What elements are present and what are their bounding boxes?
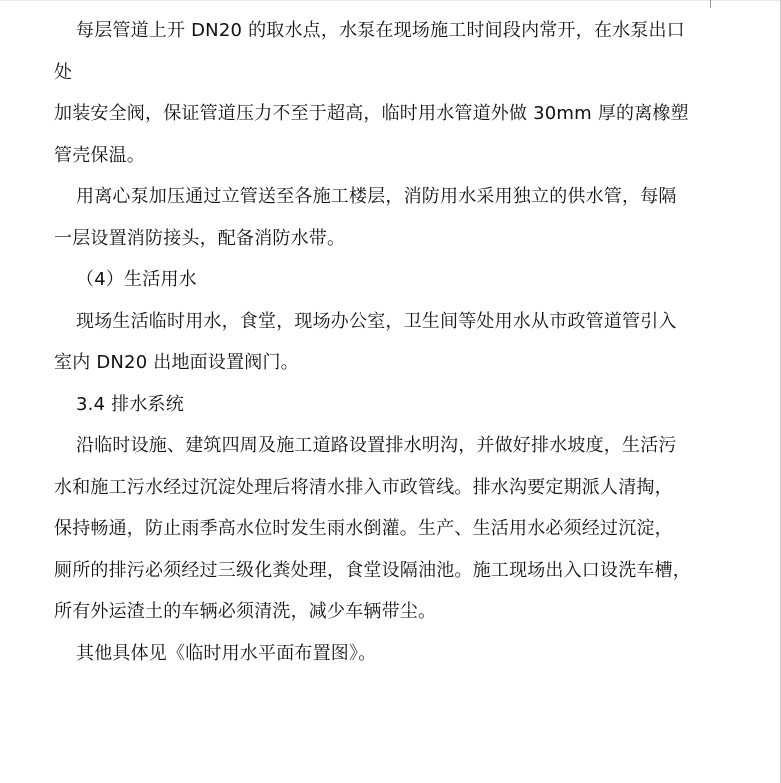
page-corner-mark [710, 0, 711, 8]
paragraph-drainage [54, 425, 694, 633]
paragraph-reference [54, 633, 694, 675]
text-line: 保持畅通，防止雨季高水位时发生雨水倒灌。生产、生活用水必须经过沉淀， [54, 518, 673, 539]
text-line: 室内 DN20 出地面设置阀门。 [54, 352, 299, 373]
text-line: 每层管道上开 DN20 的取水点，水泵在现场施工时间段内常开，在水泵出口处 [54, 20, 685, 83]
paragraph-fire-water [54, 176, 694, 259]
text-line: 现场生活临时用水，食堂，现场办公室，卫生间等处用水从市政管道管引入 [76, 310, 677, 332]
text-line: 其他具体见《临时用水平面布置图》。 [76, 642, 377, 664]
text-line: 用离心泵加压通过立管送至各施工楼层，消防用水采用独立的供水管，每隔 [76, 186, 677, 207]
heading-text: （4）生活用水 [76, 269, 197, 290]
page-top-border [0, 0, 781, 1]
text-line: 水和施工污水经过沉淀处理后将清水排入市政管线。排水沟要定期派人清掏， [54, 476, 673, 498]
text-line: 厕所的排污必须经过三级化粪处理，食堂设隔油池。施工现场出入口设洗车槽， [54, 559, 691, 581]
document-body [54, 10, 694, 674]
paragraph-pipe-outlets [54, 10, 694, 176]
heading-text: 3.4 排水系统 [76, 393, 184, 415]
text-line: 所有外运渣土的车辆必须清洗，减少车辆带尘。 [54, 601, 437, 622]
section-heading-drainage [54, 384, 694, 426]
text-line: 管壳保温。 [54, 144, 145, 166]
text-line: 一层设置消防接头，配备消防水带。 [54, 227, 346, 249]
text-line: 加装安全阀，保证管道压力不至于超高，临时用水管道外做 30mm 厚的离橡塑 [54, 103, 689, 124]
paragraph-domestic-water [54, 301, 694, 384]
text-line: 沿临时设施、建筑四周及施工道路设置排水明沟，并做好排水坡度，生活污 [76, 435, 677, 456]
section-heading-domestic-water [54, 259, 694, 301]
